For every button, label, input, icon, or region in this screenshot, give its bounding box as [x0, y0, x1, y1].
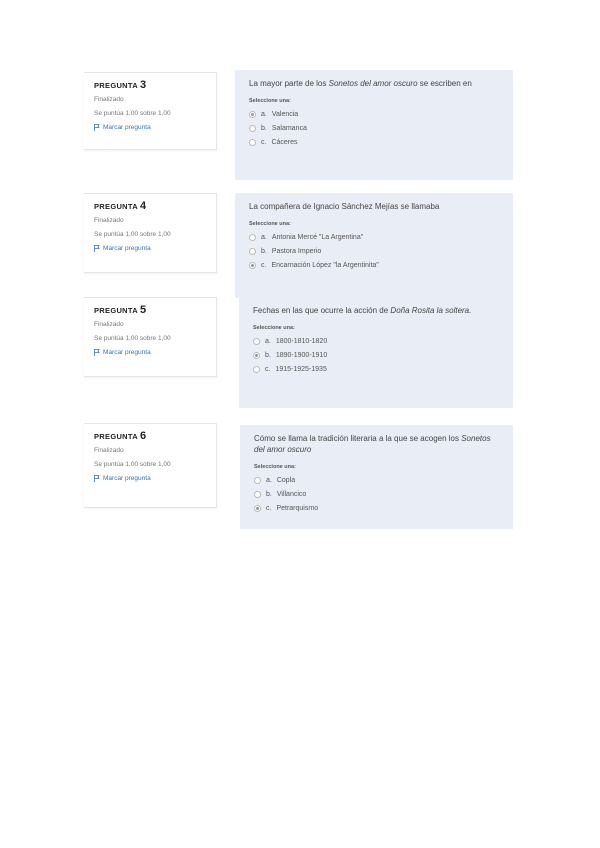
flag-question-label: Marcar pregunta	[103, 349, 151, 356]
answer-option-a[interactable]: a. Copla	[254, 477, 499, 484]
answer-option-a[interactable]: a. 1800-1810-1820	[253, 338, 499, 345]
question-text: Fechas en las que ocurre la acción de Doña Rosita la soltera.	[253, 306, 472, 315]
question-state: Finalizado	[94, 96, 124, 103]
radio-button[interactable]	[254, 505, 261, 512]
question-content-6	[240, 425, 513, 529]
question-info-5	[84, 297, 217, 377]
radio-button[interactable]	[249, 262, 256, 269]
flag-question-label: Marcar pregunta	[103, 245, 151, 252]
question-text: La compañera de Ignacio Sánchez Mejías se llamaba	[249, 202, 440, 211]
question-content-5	[239, 297, 513, 408]
radio-button[interactable]	[253, 338, 260, 345]
answer-prompt: Seleccione una:	[254, 464, 296, 470]
flag-question-link[interactable]	[94, 124, 208, 131]
radio-button[interactable]	[249, 139, 256, 146]
question-text: La mayor parte de los Sonetos del amor oscuro se escriben en	[249, 79, 472, 88]
question-label: PREGUNTA	[94, 81, 138, 90]
radio-button[interactable]	[253, 366, 260, 373]
question-label: PREGUNTA	[94, 202, 138, 211]
question-number: 6	[140, 430, 147, 442]
flag-icon	[94, 124, 100, 131]
answer-option-a[interactable]: a. Antonia Mercé "La Argentina"	[249, 234, 499, 241]
flag-question-label: Marcar pregunta	[103, 475, 151, 482]
question-state: Finalizado	[94, 217, 124, 224]
answer-prompt: Seleccione una:	[249, 221, 291, 227]
flag-question-link[interactable]	[94, 349, 208, 356]
answer-option-b[interactable]: b. Salamanca	[249, 125, 499, 132]
question-info-6	[84, 423, 217, 508]
question-heading	[94, 430, 208, 442]
question-info-3	[84, 72, 217, 150]
question-grade: Se puntúa 1,00 sobre 1,00	[94, 110, 171, 117]
answer-option-b[interactable]: b. 1890-1900-1910	[253, 352, 499, 359]
flag-icon	[94, 475, 100, 482]
question-grade: Se puntúa 1,00 sobre 1,00	[94, 335, 171, 342]
question-grade: Se puntúa 1,00 sobre 1,00	[94, 461, 171, 468]
question-label: PREGUNTA	[94, 306, 138, 315]
answer-option-b[interactable]: b. Pastora Imperio	[249, 248, 499, 255]
answer-prompt: Seleccione una:	[249, 98, 291, 104]
question-content-4	[235, 193, 513, 298]
flag-question-link[interactable]	[94, 245, 208, 252]
radio-button[interactable]	[249, 111, 256, 118]
radio-button[interactable]	[254, 477, 261, 484]
question-label: PREGUNTA	[94, 432, 138, 441]
answer-prompt: Seleccione una:	[253, 325, 295, 331]
answer-option-a[interactable]: a. Valencia	[249, 111, 499, 118]
question-heading	[94, 79, 208, 91]
radio-button[interactable]	[249, 248, 256, 255]
question-number: 4	[140, 200, 147, 212]
question-heading	[94, 200, 208, 212]
question-number: 3	[140, 79, 147, 91]
question-number: 5	[140, 304, 147, 316]
question-heading	[94, 304, 208, 316]
radio-button[interactable]	[249, 125, 256, 132]
flag-question-link[interactable]	[94, 475, 208, 482]
flag-icon	[94, 349, 100, 356]
answer-option-b[interactable]: b. Villancico	[254, 491, 499, 498]
flag-icon	[94, 245, 100, 252]
answer-option-c[interactable]: c. 1915-1925-1935	[253, 366, 499, 373]
radio-button[interactable]	[253, 352, 260, 359]
answer-option-c[interactable]: c. Cáceres	[249, 139, 499, 146]
question-text: Cómo se llama la tradición literaria a la que se acogen los Sonetos del amor oscuro	[254, 434, 491, 454]
radio-button[interactable]	[249, 234, 256, 241]
question-state: Finalizado	[94, 447, 124, 454]
question-content-3	[235, 70, 513, 180]
question-state: Finalizado	[94, 321, 124, 328]
radio-button[interactable]	[254, 491, 261, 498]
answer-option-c[interactable]: c. Encarnación López "la Argentinita"	[249, 262, 499, 269]
flag-question-label: Marcar pregunta	[103, 124, 151, 131]
answer-option-c[interactable]: c. Petrarquismo	[254, 505, 499, 512]
question-grade: Se puntúa 1,00 sobre 1,00	[94, 231, 171, 238]
question-info-4	[84, 193, 217, 273]
